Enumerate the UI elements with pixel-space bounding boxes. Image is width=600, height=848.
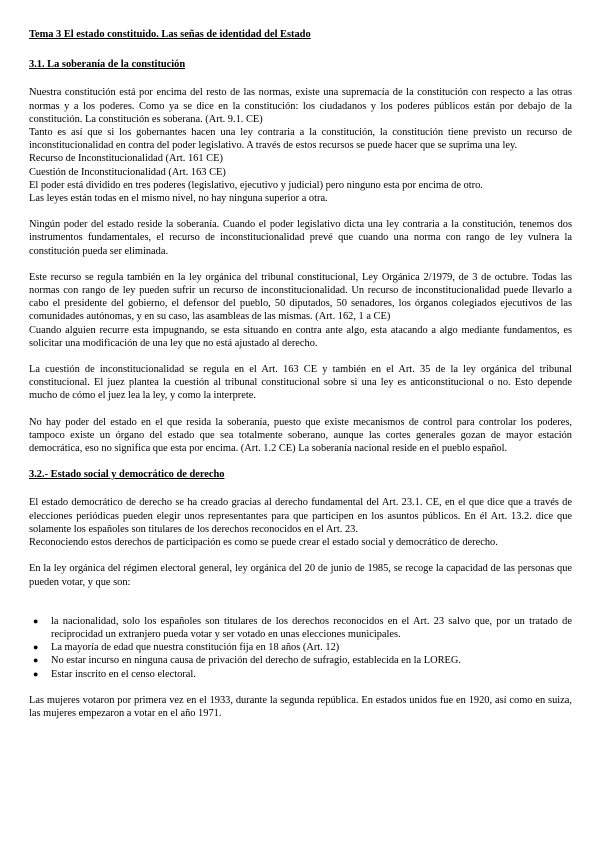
paragraph: En la ley orgánica del régimen electoral general, ley orgánica del 20 de junio de 1985, se recoge la capacidad de las personas que pueden votar, y que son:: [29, 563, 572, 588]
paragraph: La cuestión de inconstitucionalidad se regula en el Art. 163 CE y también en el Art. 35 de la ley orgánica del tribunal constitucional. El juez plantea la cuestión al tribunal constitucional sobre si una ley es anticonstitucional o no. Esto depende mucho de cómo el juez lea la ley, y como la interprete.: [29, 364, 572, 402]
list-item: ● la nacionalidad, solo los españoles son titulares de los derechos reconocidos en el Art. 23 salvo que, por un tratado de reciprocidad un extranjero pueda votar y ser votado en unas elecciones municipales.: [33, 615, 572, 640]
bullet-icon: ●: [33, 655, 39, 666]
paragraph: Nuestra constitución está por encima del resto de las normas, existe una supremacía de la constitución con respecto a las otras normas y a los poderes. Como ya se dice en la constitución: los ciudadanos y los poderes públicos están por debajo de la constitución. La constitución es soberana. (Art. 9.1. CE): [29, 87, 572, 125]
document-page: [29, 28, 572, 720]
paragraph: Reconociendo estos derechos de participación es como se puede crear el estado social y democrático de derecho.: [29, 537, 498, 549]
bullet-icon: ●: [33, 615, 39, 626]
paragraph: Cuestión de Inconstitucionalidad (Art. 163 CE): [29, 166, 226, 178]
paragraph: Tanto es así que si los gobernantes hacen una ley contraria a la constitución, la constitución tiene previsto un recurso de inconstitucionalidad en contra del poder legislativo. A través de estos recursos se puede hacer que se suprima una ley.: [29, 127, 572, 152]
paragraph: Recurso de Inconstitucionalidad (Art. 161 CE): [29, 153, 223, 165]
paragraph: Cuando alguien recurre esta impugnando, se esta situando en contra ante algo, esta atacando a algo mediante fundamentos, es solicitar una modificación de una ley que no está ajustado al derecho.: [29, 324, 572, 349]
list-item: ● La mayoría de edad que nuestra constitución fija en 18 años (Art. 12): [33, 642, 340, 654]
voter-requirements-list: [29, 615, 572, 681]
paragraph: El poder está dividido en tres poderes (legislativo, ejecutivo y judicial) pero ninguno esta por encima de otro.: [29, 179, 483, 191]
bullet-icon: ●: [33, 642, 39, 653]
document-title: Tema 3 El estado constituido. Las señas de identidad del Estado: [29, 29, 311, 40]
paragraph: Las mujeres votaron por primera vez en el 1933, durante la segunda república. En estados unidos fue en 1920, así como en suiza, las mujeres empezaron a votar en el año 1971.: [29, 694, 572, 719]
list-item: ● Estar inscrito en el censo electoral.: [33, 668, 196, 680]
paragraph: Las leyes están todas en el mismo nivel, no hay ninguna superior a otra.: [29, 193, 328, 205]
section-heading-1: 3.1. La soberanía de la constitución: [29, 59, 186, 71]
paragraph: No hay poder del estado en el que resida la soberanía, puesto que existe mecanismos de control para controlar los poderes, tampoco existe un órgano del estado que sea totalmente soberano, aunque las cortes generales gozan de mayor estación democrática, eso no significa que esta por encima. (Art. 1.2 CE) La soberanía nacional reside en el pueblo español.: [29, 416, 572, 455]
bullet-icon: ●: [33, 668, 39, 679]
list-item: ● No estar incurso en ninguna causa de privación del derecho de sufragio, establecida en la LOREG.: [33, 655, 461, 667]
section-heading-2: 3.2.- Estado social y democrático de derecho: [29, 469, 225, 481]
paragraph: Ningún poder del estado reside la soberanía. Cuando el poder legislativo dicta una ley contraria a la constitución, tenemos dos instrumentos fundamentales, el recurso de inconstitucionalidad prevé que cuando una norma con rango de ley vulnera la constitución pueda ser eliminada.: [29, 219, 572, 257]
paragraph: El estado democrático de derecho se ha creado gracias al derecho fundamental del Art. 23.1. CE, en el que dice que a través de elecciones periódicas pueden elegir unos representantes para que participen en los asuntos públicos. En él Art. 13.2. dice que solamente los españoles son titulares de los derechos reconocidos en el Art. 23.: [29, 497, 572, 535]
paragraph: Este recurso se regula también en la ley orgánica del tribunal constitucional, Ley Orgánica 2/1979, de 3 de octubre. Todas las normas con rango de ley pueden sufrir un recurso de inconstitucionalidad. Un recurso de inconstitucionalidad puede llevarlo a cabo el presidente del gobierno, el defensor del pueblo, 50 diputados, 50 senadores, los órganos colegiados ejecutivos de las comunidades autónomas, y en su caso, las asambleas de las mismas. (Art. 162, 1 a CE): [29, 271, 572, 323]
